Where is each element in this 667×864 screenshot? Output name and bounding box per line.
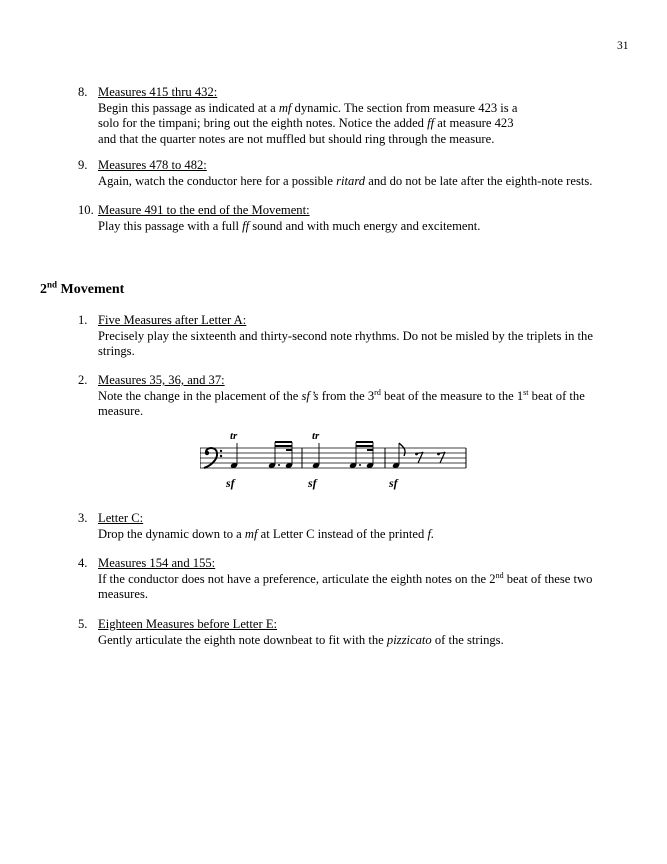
item-text-line: Gently articulate the eighth note downbeat to fit with the pizzicato of the strings. <box>98 632 504 647</box>
item-heading: Measures 478 to 482: <box>98 158 207 172</box>
list-item <box>78 158 638 189</box>
item-text-line: Precisely play the sixteenth and thirty-second note rhythms. Do not be misled by the triplets in the <box>98 328 593 343</box>
sf-dynamic: sf <box>226 476 235 490</box>
item-text-line: Note the change in the placement of the sf’s from the 3rd beat of the measure to the 1st beat of the <box>98 387 585 403</box>
item-text-line: solo for the timpani; bring out the eighth notes. Notice the added ff at measure 423 <box>98 116 514 130</box>
item-text-line: and that the quarter notes are not muffled but should ring through the measure. <box>98 131 495 146</box>
item-text-line: Drop the dynamic down to a mf at Letter C instead of the printed f. <box>98 526 435 541</box>
item-number: 8. <box>78 85 88 99</box>
list-item <box>78 556 638 603</box>
measure-2 <box>307 430 374 490</box>
item-number: 5. <box>78 617 88 631</box>
item-heading: Eighteen Measures before Letter E: <box>98 617 278 631</box>
item-number: 10. <box>78 203 94 217</box>
page-number: 31 <box>617 40 629 52</box>
list-item <box>78 313 638 360</box>
list-item <box>78 373 638 420</box>
list-item <box>78 85 638 147</box>
sf-dynamic: sf <box>389 476 398 490</box>
sf-dynamic: sf <box>308 476 317 490</box>
item-text-line: measures. <box>98 587 149 601</box>
item-text-line: Begin this passage as indicated at a mf dynamic. The section from measure 423 is a <box>98 100 518 115</box>
item-number: 4. <box>78 556 88 570</box>
item-number: 9. <box>78 158 88 172</box>
item-heading: Measures 154 and 155: <box>98 556 216 570</box>
trill-mark: tr <box>312 430 320 442</box>
item-number: 2. <box>78 373 88 387</box>
section-heading: 2nd Movement <box>40 279 125 297</box>
staff-lines <box>200 448 466 468</box>
item-number: 3. <box>78 511 88 525</box>
item-number: 1. <box>78 313 88 327</box>
music-notation-figure <box>200 428 470 494</box>
item-text-line: Play this passage with a full ff sound and with much energy and excitement. <box>98 218 481 233</box>
list-item <box>78 617 638 648</box>
item-text-line: Again, watch the conductor here for a possible ritard and do not be late after the eighth-note rests. <box>98 173 593 188</box>
item-heading: Measures 35, 36, and 37: <box>98 373 225 387</box>
measure-3 <box>388 443 445 490</box>
item-heading: Measure 491 to the end of the Movement: <box>98 203 310 217</box>
item-heading: Measures 415 thru 432: <box>98 85 218 99</box>
item-heading: Letter C: <box>98 511 144 525</box>
item-text-line: strings. <box>98 344 135 358</box>
list-item <box>78 203 638 234</box>
list-item <box>78 511 638 542</box>
trill-mark: tr <box>230 430 238 442</box>
measure-1 <box>225 430 293 490</box>
item-text-line: If the conductor does not have a preference, articulate the eighth notes on the 2nd beat of these two <box>98 570 593 586</box>
item-text-line: measure. <box>98 404 144 418</box>
item-heading: Five Measures after Letter A: <box>98 313 247 327</box>
